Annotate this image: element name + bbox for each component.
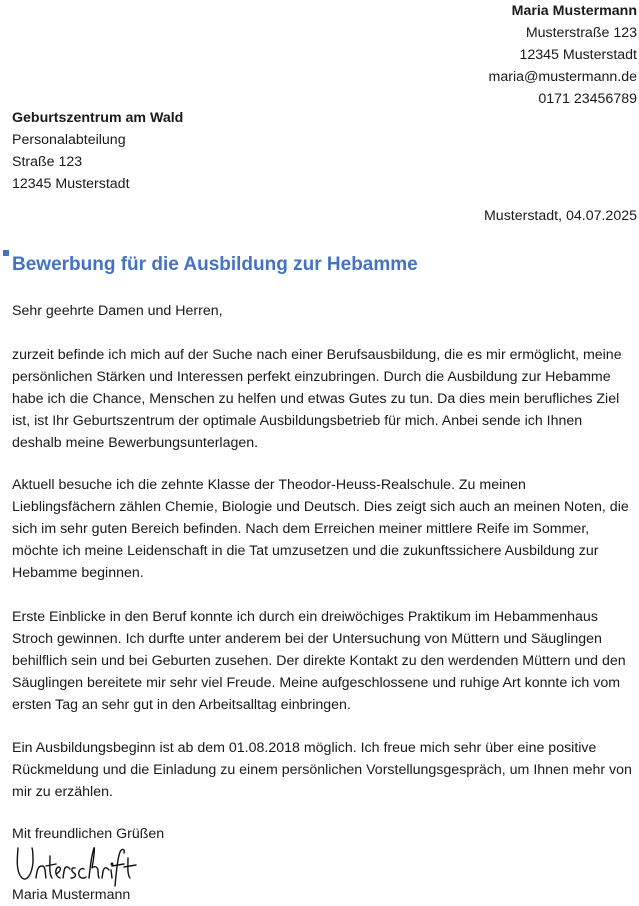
body-paragraph: zurzeit befinde ich mich auf der Suche nach einer Berufsausbildung, die es mir ermöglicht, meine persönlichen Stärken und Interessen perfekt einzubringen. Durch die Ausbildung zur Hebamme habe ich die Chance, Menschen zu helfen und etwas Gutes zu tun. Da dies mein berufliches Ziel ist, ist Ihr Geburtszentrum der optimale Ausbildungsbetrieb für mich. Anbei sende ich Ihnen deshalb meine Bewerbungsunterlagen.	[12, 347, 622, 451]
sender-email: maria@mustermann.de	[488, 69, 637, 85]
heading-marker	[3, 250, 9, 256]
recipient-street: Straße 123	[12, 154, 83, 170]
sender-block	[277, 0, 637, 110]
sender-street: Musterstraße 123	[525, 25, 637, 41]
recipient-department: Personalabteilung	[12, 132, 126, 148]
sender-name: Maria Mustermann	[511, 3, 637, 19]
recipient-company: Geburtszentrum am Wald	[12, 110, 184, 126]
sender-city: 12345 Musterstadt	[519, 47, 637, 63]
body-paragraph: Ein Ausbildungsbeginn ist ab dem 01.08.2018 möglich. Ich freue mich sehr über eine positive Rückmeldung und die Einladung zu einem persönlichen Vorstellungsgespräch, um Ihnen mehr von mir zu erzählen.	[12, 740, 632, 800]
closing-phrase: Mit freundlichen Grüßen	[12, 826, 165, 842]
body-paragraph: Erste Einblicke in den Beruf konnte ich durch ein dreiwöchiges Praktikum im Hebammenhaus Stroch gewinnen. Ich durfte unter anderem bei der Untersuchung von Müttern und Säuglingen behilflich sein und bei Geburten zusehen. Der direkte Kontakt zu den werdenden Müttern und den Säuglingen bereitete mir sehr viel Freude. Meine aufgeschlossene und ruhige Art konnte ich vom ersten Tag an sehr gut in den Arbeitsalltag einbringen.	[12, 609, 626, 713]
letter-subject: Bewerbung für die Ausbildung zur Hebamme	[12, 254, 418, 275]
handwritten-signature	[12, 840, 142, 888]
sender-phone: 0171 23456789	[538, 91, 637, 107]
salutation: Sehr geehrte Damen und Herren,	[12, 303, 223, 319]
signature-name: Maria Mustermann	[12, 887, 131, 903]
body-paragraph: Aktuell besuche ich die zehnte Klasse der Theodor-Heuss-Realschule. Zu meinen Lieblingsfächern zählen Chemie, Biologie und Deutsch. Dies zeigt sich auch an meinen Noten, die sich im sehr guten Bereich befinden. Nach dem Erreichen meiner mittlere Reife im Sommer, möchte ich meine Leidenschaft in die Tat umzusetzen und die zukunftssichere Ausbildung zur Hebamme beginnen.	[12, 477, 629, 581]
letter-date: Musterstadt, 04.07.2025	[483, 208, 637, 224]
recipient-city: 12345 Musterstadt	[12, 176, 130, 192]
recipient-block	[12, 107, 312, 195]
